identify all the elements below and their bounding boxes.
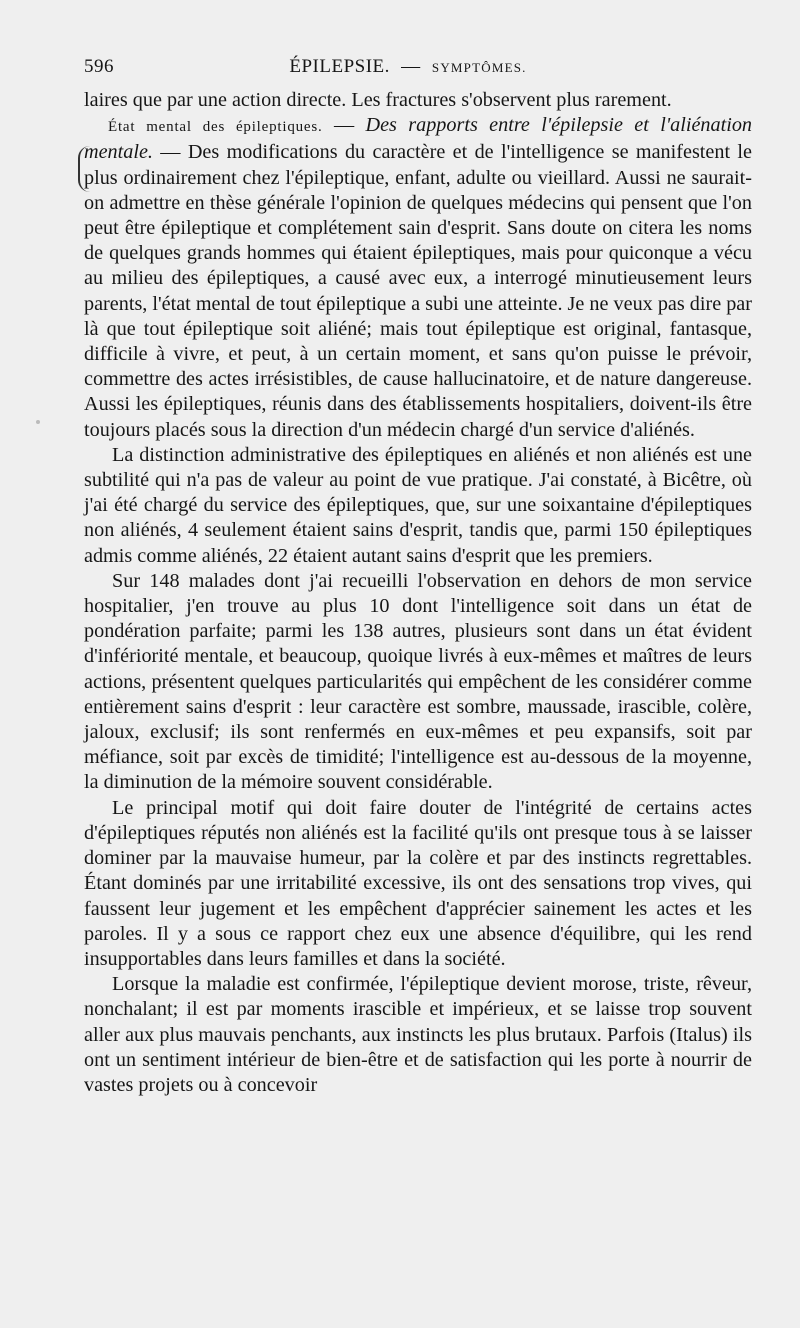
section-subtitle: Des rapports entre l'épilepsie et l'aliénation mentale. (84, 114, 753, 164)
paragraph-section-heading (84, 113, 752, 443)
page-number: 596 (84, 56, 114, 77)
section-heading: État mental des épileptiques. (108, 119, 323, 136)
header-title: ÉPILEPSIE. (289, 56, 390, 77)
header-section: SYMPTÔMES. (431, 60, 527, 75)
header-title-block (124, 56, 752, 78)
running-header (84, 56, 752, 88)
paragraph-continued: laires que par une action directe. Les fractures s'observent plus rarement. (84, 89, 672, 111)
header-dash: — (401, 56, 421, 77)
paragraph: Lorsque la maladie est confirmée, l'épileptique devient morose, triste, rêveur, nonchalant; il est par moments irascible et impérieux, et se laisse trop souvent aller aux plus mauvais penchants, aux instincts les plus brutaux. Parfois (Italus) ils ont un sentiment intérieur de bien-être et de satisfaction qui les porte à nourrir de vastes projets ou à concevoir (84, 973, 752, 1096)
body-text (84, 88, 752, 1098)
book-page (84, 56, 752, 1098)
paper-speck (36, 420, 40, 424)
paragraph: Sur 148 malades dont j'ai recueilli l'observation en dehors de mon service hospitalier, j'en trouve au plus 10 dont l'intelligence soit dans un état de pondération parfaite; parmi les 138 autres, plusieurs sont dans un état évident d'infériorité mentale, et beaucoup, quoique livrés à eux-mêmes et maîtres de leurs actions, présentent quelques particularités qui empêchent de les considérer comme entièrement sains d'esprit : leur caractère est sombre, maussade, irascible, colère, jaloux, exclusif; ils sont renfermés en eux-mêmes et peu expansifs, soit par méfiance, soit par excès de timidité; l'intelligence est au-dessous de la moyenne, la diminution de la mémoire souvent considérable. (84, 569, 752, 794)
paragraph: Le principal motif qui doit faire douter de l'intégrité de certains actes d'épileptiques réputés non aliénés est la facilité qu'ils ont presque tous à se laisser dominer par la mauvaise humeur, par la colère et par des instincts regrettables. Étant dominés par une irritabilité excessive, ils ont des sensations trop vives, qui faussent leur jugement et les empêchent d'apprécier sainement les actes et les paroles. Il y a sous ce rapport chez eux une absence d'équilibre, qui les rend insupportables dans leurs familles et dans la société. (84, 796, 752, 970)
section-text: Des modifications du caractère et de l'intelligence se manifestent le plus ordinairement chez l'épileptique, enfant, adulte ou vieillard. Aussi ne saurait-on admettre en thèse générale l'opinion de quelques médecins qui pensent que l'on peut être épileptique et complétement sain d'esprit. Sans doute on citera les noms de quelques grands hommes qui étaient épileptiques, mais pour quiconque a vécu au milieu des épileptiques, a causé avec eux, a interrogé minutieusement leurs parents, l'état mental de tout épileptique a subi une atteinte. Je ne veux pas dire par là que tout épileptique soit aliéné; mais tout épileptique est original, fantasque, difficile à vivre, et peut, à un certain moment, et sans qu'on puisse le prévoir, commettre des actes irrésistibles, de cause hallucinatoire, et de nature dangereuse. Aussi les épileptiques, réunis dans des établissements hospitaliers, doivent-ils être toujours placés sous la direction d'un médecin chargé d'un service d'aliénés. (84, 141, 752, 441)
heading-dash: — (322, 114, 366, 137)
subtitle-dash: — (152, 141, 188, 164)
paragraph: La distinction administrative des épileptiques en aliénés et non aliénés est une subtilité qui n'a pas de valeur au point de vue pratique. J'ai constaté, à Bicêtre, où j'ai été chargé du service des épileptiques, que, sur une soixantaine d'épileptiques non aliénés, 4 seulement étaient sains d'esprit, tandis que, parmi 150 épileptiques admis comme aliénés, 22 étaient autant sains d'esprit que les premiers. (84, 443, 752, 567)
